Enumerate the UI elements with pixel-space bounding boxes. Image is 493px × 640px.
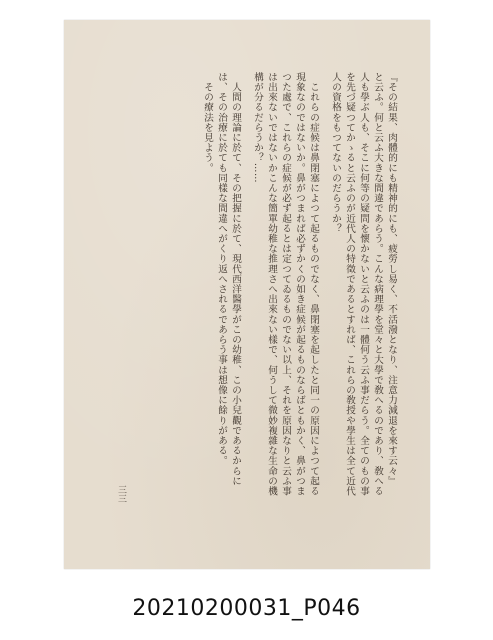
text-line: 『その結果、肉體的にも精神的にも、疲勞し易く、不活潑となり、注意力減退を來す云々』 <box>386 72 397 487</box>
text-line: その療法を見よう。 <box>202 72 213 173</box>
text-line: 人間の理論に於て、その把握に於て、現代西洋醫學がこの幼稚、この小兒觀であるからに <box>230 72 241 487</box>
page-number: 三三 <box>116 485 126 503</box>
text-line: 構が分るだらうか？…… <box>252 72 263 184</box>
text-line: と云ふ。何と云ふ大きな間違であらう。こんな病理學を堂々と大學で敎へるのであり、敎へる <box>372 72 383 497</box>
vertical-text-block <box>98 72 398 512</box>
text-line: 人の資格をもつてないのだらうか？ <box>330 72 341 234</box>
image-caption: 20210200031_P046 <box>132 596 361 621</box>
text-line: は、その治療に於ても同樣な間違へがくり返へされるであらう事は想像に餘りがある。 <box>216 72 227 466</box>
text-line: を先づ疑つてかゝると云ふのが近代人の特徵であるとすれば、これらの敎授や學生は全て近代 <box>344 72 355 497</box>
text-line: は出來ないではないかこんな簡單幼稚な推理さへ出來ない樣で、何うして微妙複雜な生命の機 <box>266 72 277 497</box>
text-line: これらの症候は鼻閉塞によつて起るものでなく、鼻閉塞を起したと同一の原因によつて起る <box>308 72 319 497</box>
text-line: つた處で、これらの症候が必ず起るとは定つてゐるものでない以上、それを原因なりと云ふ事 <box>280 72 291 497</box>
text-line: 現象なのではないか。鼻がつまれば必ずかくの如き症候が起るものならばともかく、鼻がつま <box>294 72 305 497</box>
text-line: 人も學ぶ人も、そこに何等の疑問を懷かないと云ふのは一體何う云ふ事だらう。全てのもの事 <box>358 72 369 497</box>
